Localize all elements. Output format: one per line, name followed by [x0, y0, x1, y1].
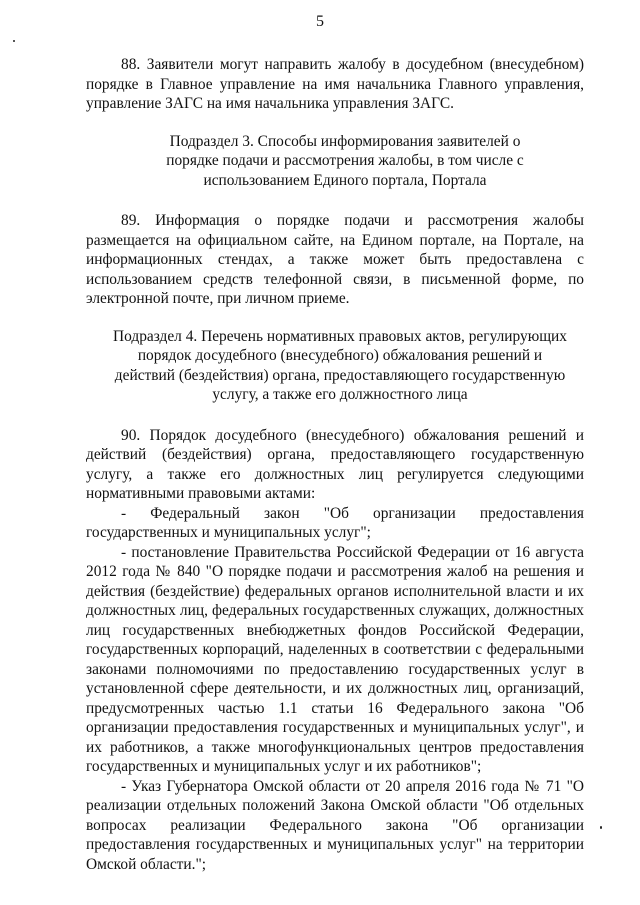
- page-number: 5: [316, 13, 324, 30]
- scan-speck: [600, 826, 602, 829]
- subsection-4-heading: Подраздел 4. Перечень нормативных правовых актов, регулирующих порядок досудебного (внесудебного) обжалования решений и действий (бездействия) органа, предоставляющего государственную услугу, а также его должностного лица: [113, 327, 567, 403]
- paragraph-88: 88. Заявители могут направить жалобу в досудебном (внесудебном) порядке в Главное управление на имя начальника Главного управления, управление ЗАГС на имя начальника управления ЗАГС.: [86, 56, 584, 112]
- list-item-federal-law: - Федеральный закон "Об организации предоставления государственных и муниципальных услуг";: [86, 504, 584, 541]
- document-body: [86, 55, 584, 874]
- list-item-government-decree: - постановление Правительства Российской Федерации от 16 августа 2012 года № 840 "О порядке подачи и рассмотрения жалоб на решения и действия (бездействие) федеральных органов исполнительной власти и их должностных лиц, федеральных государственных служащих, должностных лиц государственных внебюджетных фондов Российской Федерации, государственных корпораций, наделенных в соответствии с федеральными законами полномочиями по предоставлению государственных услуг в установленной сфере деятельности, и их должностных лиц, организаций, предусмотренных частью 1.1 статьи 16 Федерального закона "Об организации предоставления государственных и муниципальных услуг", и их работников, а также многофункциональных центров предоставления государственных и муниципальных услуг и их работников";: [86, 543, 584, 775]
- paragraph-89: 89. Информация о порядке подачи и рассмотрения жалобы размещается на официальном сайте, на Едином портале, на Портале, на информационных стендах, а также может быть предоставлена с использованием средств телефонной связи, в письменной форме, по электронной почте, при личном приеме.: [86, 212, 584, 307]
- list-item-governor-decree: - Указ Губернатора Омской области от 20 апреля 2016 года № 71 "О реализации отдельных положений Закона Омской области "Об отдельных вопросах реализации Федерального закона "Об организации предоставления государственных и муниципальных услуг" на территории Омской области.";: [86, 777, 584, 873]
- paragraph-90: 90. Порядок досудебного (внесудебного) обжалования решений и действий (бездействия) органа, предоставляющего государственную услугу, а также его должностных лиц регулируется следующими нормативными правовыми актами:: [86, 426, 584, 502]
- subsection-3-heading: Подраздел 3. Способы информирования заявителей о порядке подачи и рассмотрения жалобы, в том числе с использованием Единого портала, Портала: [166, 132, 524, 189]
- scan-speck: [13, 40, 15, 42]
